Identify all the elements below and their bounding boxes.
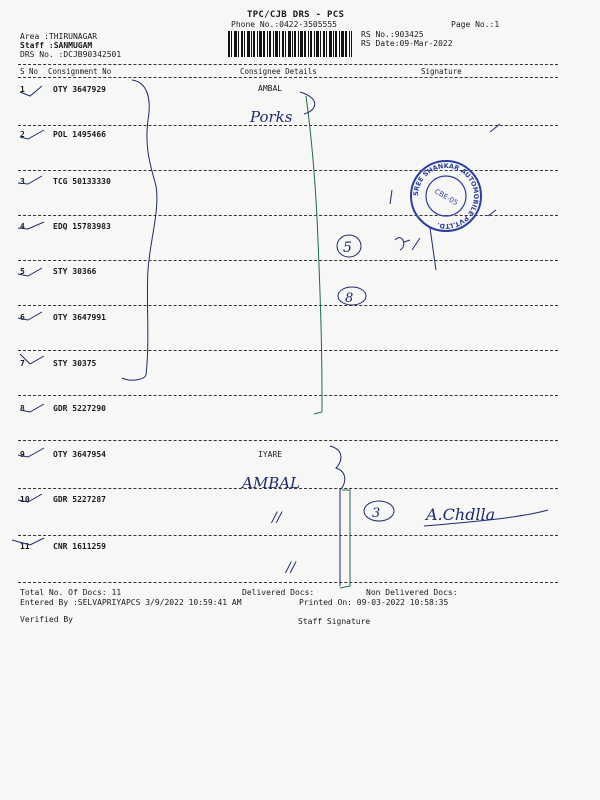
row-consignment: OTY 3647929 [53, 85, 106, 94]
drs-number: DRS No. :DCJB90342501 [20, 50, 122, 59]
initials-row4 [395, 228, 436, 270]
row-sno: 7 [20, 359, 25, 368]
row-consignment: CNR 1611259 [53, 542, 106, 551]
column-header-sno: S No [20, 67, 39, 76]
row-consignment: OTY 3647991 [53, 313, 106, 322]
row-sno: 11 [20, 542, 30, 551]
row-consignment: POL 1495466 [53, 130, 106, 139]
non-delivered-docs: Non Delivered Docs: [366, 588, 458, 597]
circled-5-digit: 5 [343, 240, 352, 256]
stamp-marks [390, 124, 500, 216]
staff-label: Staff :SANMUGAM [20, 41, 93, 50]
area-label: Area :THIRUNAGAR [20, 32, 98, 41]
handwritten-note-row9: AMBAL [242, 474, 301, 492]
circled-8-digit: 8 [345, 291, 354, 306]
delivered-docs: Delivered Docs: [242, 588, 315, 597]
row-consignment: EDQ 15783983 [53, 222, 111, 231]
column-header-details: Consignee Details [240, 67, 317, 76]
column-header-signature: Signature [421, 67, 462, 76]
verified-by: Verified By [20, 615, 73, 624]
row-consignment: OTY 3647954 [53, 450, 106, 459]
tick-marks [12, 86, 44, 545]
row-sno: 2 [20, 130, 25, 139]
row-sno: 9 [20, 450, 25, 459]
circled-3-digit: 3 [372, 506, 381, 521]
row-consignment: TCG 50133330 [53, 177, 111, 186]
row-sno: 6 [20, 313, 25, 322]
document-title: TPC/CJB DRS - PCS [247, 10, 345, 20]
row-details: AMBAL [258, 84, 283, 93]
ditto-mark-row10: // [272, 510, 282, 526]
bracket-left [122, 80, 157, 380]
row-consignment: STY 30366 [53, 267, 97, 276]
total-docs: Total No. Of Docs: 11 [20, 588, 122, 597]
company-stamp [411, 161, 481, 231]
row-consignment: GDR 5227290 [53, 404, 106, 413]
row-consignment: GDR 5227287 [53, 495, 106, 504]
row-sno: 5 [20, 267, 25, 276]
stamp-center-text: CBE-05 [433, 187, 460, 208]
row-sno: 4 [20, 222, 25, 231]
entered-by: Entered By :SELVAPRIYAPCS 3/9/2022 10:59:41 AM [20, 598, 242, 607]
rs-date: RS Date:09-Mar-2022 [361, 39, 453, 48]
row-details: IYARE [258, 450, 283, 459]
phone-number: Phone No.:0422-3505555 [231, 20, 337, 29]
staff-signature: Staff Signature [298, 617, 371, 626]
curly-brace-row9 [330, 446, 345, 586]
green-bracket-row9 [340, 490, 350, 588]
page-number: Page No.:1 [451, 20, 500, 29]
row-sno: 1 [20, 85, 25, 94]
row-consignment: STY 30375 [53, 359, 97, 368]
handwritten-note-row1: Porks [250, 108, 293, 126]
ditto-mark-row11: // [286, 560, 296, 576]
stamp-ring-path: SREE SHANKAR AUTOMOBILE PVT.LTD. [411, 161, 481, 231]
rs-number: RS No.:903425 [361, 30, 424, 39]
row-sno: 10 [20, 495, 30, 504]
row-sno: 3 [20, 177, 25, 186]
column-header-consignment: Consignment No [48, 67, 112, 76]
green-bracket-line [306, 96, 322, 414]
row-sno: 8 [20, 404, 25, 413]
printed-on: Printed On: 09-03-2022 10:58:35 [299, 598, 449, 607]
signature-row10: A.Chdlla [426, 505, 496, 524]
